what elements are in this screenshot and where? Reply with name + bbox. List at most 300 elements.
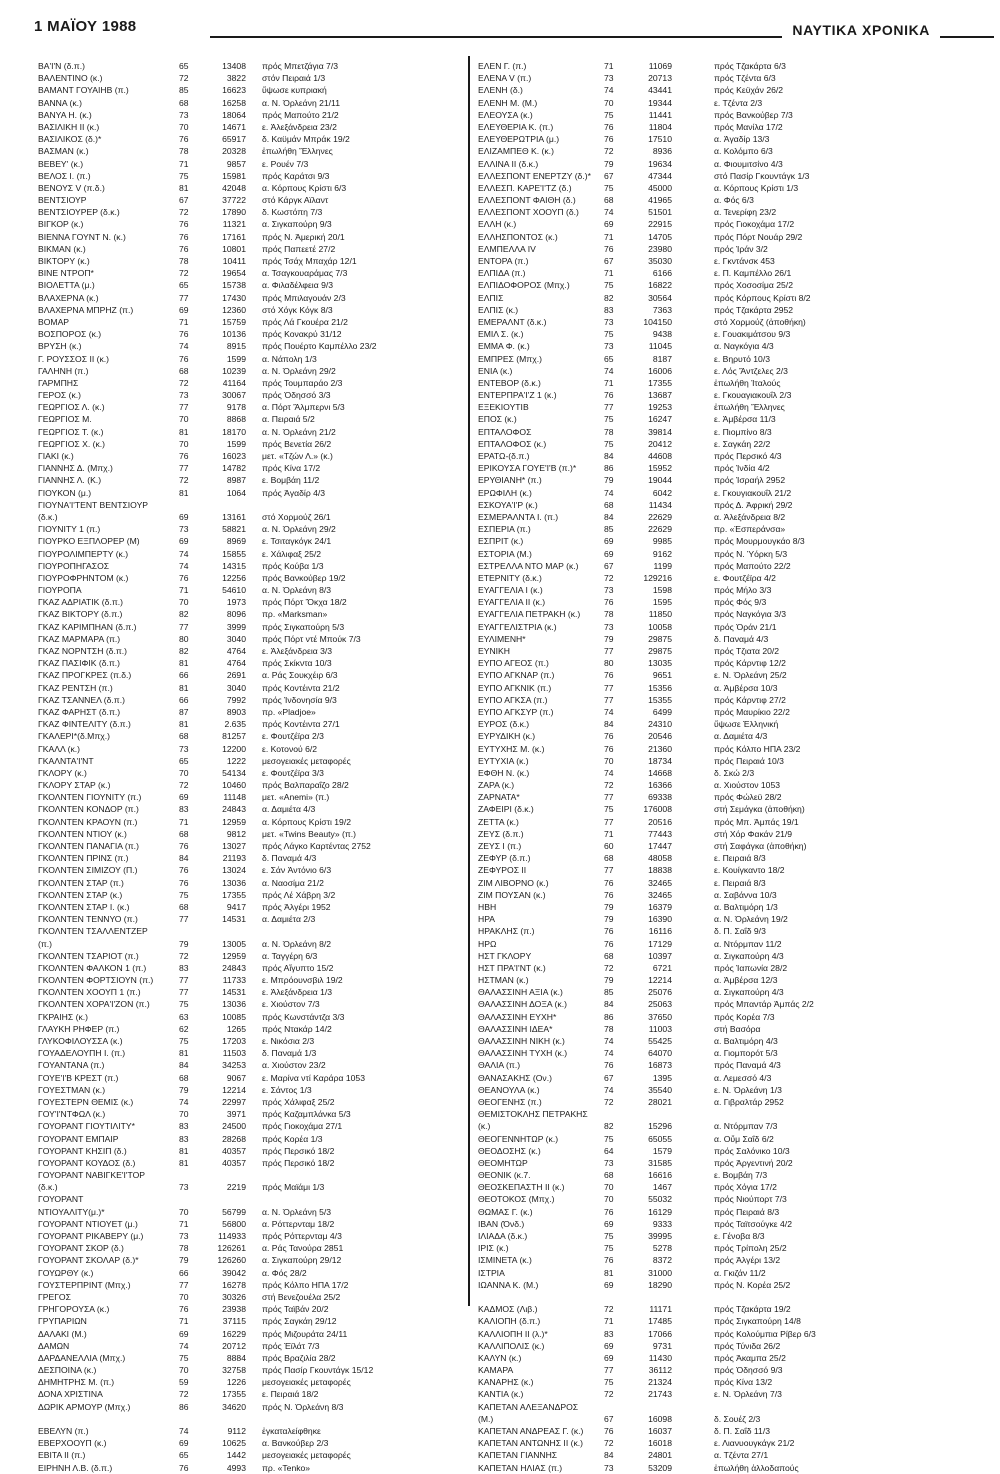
ship-year: 84: [604, 719, 614, 730]
ship-tonnage: 45000: [648, 182, 672, 193]
ship-year: 84: [604, 1450, 614, 1461]
ship-tonnage: 9438: [652, 329, 672, 340]
ship-tonnage: 21743: [648, 1389, 672, 1400]
ship-year: 67: [604, 560, 614, 571]
ship-name: ΘΕΟΜΗΤΩΡ: [478, 1157, 528, 1168]
ship-row: [478, 1120, 870, 1132]
ship-row: [38, 877, 458, 889]
ship-name: ΔΕΣΠΟΙΝΑ (κ.): [38, 1365, 97, 1376]
ship-tonnage: 37115: [222, 1316, 246, 1327]
ship-location: δ. Παναμά 4/3: [714, 633, 769, 644]
ship-row: [38, 560, 458, 572]
ship-name: ΓΟΥ'Ι'ΝΤΦΩΛ (κ.): [38, 1109, 106, 1120]
ship-year: 72: [604, 146, 614, 157]
ship-name: ΒΡΥΣΗ (κ.): [38, 341, 82, 352]
ship-name: ΕΜΠΡΕΣ (Μπχ.): [478, 353, 542, 364]
ship-name: ΘΕΟΣΚΕΠΑΣΤΗ ΙΙ (κ.): [478, 1182, 565, 1193]
ship-tonnage: 9333: [652, 1218, 672, 1229]
ship-name: ΕΝΤΕΒΟΡ (δ.κ.): [478, 377, 541, 388]
ship-tonnage: 9178: [226, 402, 246, 413]
ship-row: [38, 401, 458, 413]
ship-row: [478, 1254, 870, 1266]
ship-row: [38, 1437, 458, 1449]
ship-location: πρός Βανκούβερ 19/2: [262, 572, 346, 583]
ship-name: ΕΛΕΝ Γ. (π.): [478, 61, 527, 71]
ship-row: [38, 1011, 458, 1023]
ship-row: [478, 365, 870, 377]
ship-row: [38, 1108, 458, 1120]
ship-year: 76: [604, 1255, 614, 1266]
ship-location: πρ. «Pladjoe»: [262, 706, 316, 717]
ship-row: [478, 1193, 870, 1205]
ship-row: [478, 60, 870, 72]
ship-row: [478, 1145, 870, 1157]
ship-row: [38, 1206, 458, 1218]
ship-tonnage: 14671: [222, 121, 246, 132]
ship-name: ΘΑΛΑΣΣΙΝΗ ΤΥΧΗ (κ.): [478, 1048, 568, 1059]
ship-tonnage: 20516: [648, 816, 672, 827]
ship-year: 73: [179, 109, 189, 120]
ship-location: πρός Καζαμπλάνκα 5/3: [262, 1109, 351, 1120]
ship-row: [478, 608, 870, 620]
ship-row: [478, 255, 870, 267]
ship-location: α. Πόρτ Ἄλμπερνι 5/3: [262, 402, 345, 413]
ship-name: ΓΚΑΖ ΚΑΡΙΜΠΗΑΝ (δ.π.): [38, 621, 137, 632]
ship-year: 73: [179, 390, 189, 401]
ship-year: 76: [179, 134, 189, 145]
ship-year: 79: [179, 1255, 189, 1266]
ship-tonnage: 16018: [648, 1438, 672, 1449]
ship-name: ΓΟΥΟΡΑΝΤ: [38, 1194, 84, 1205]
ship-location: πρός Ἰαπωνία 28/2: [714, 962, 788, 973]
ship-location: πρός Μπιλαγουάν 2/3: [262, 292, 346, 303]
ship-location: πρός Ὀδησσό 3/3: [262, 390, 331, 401]
ship-location: πρός Τσάχ Μπαχάρ 12/1: [262, 256, 357, 266]
ship-year: 72: [604, 1304, 614, 1315]
ship-row: [38, 426, 458, 438]
ship-tonnage: 58821: [222, 524, 246, 535]
ship-location: πρός Ἐϊλάτ 7/3: [262, 1340, 320, 1351]
ship-tonnage: 17510: [648, 134, 672, 145]
ship-name: ΕΛΠΙΔΟΦΟΡΟΣ (Μπχ.): [478, 280, 570, 291]
ship-location: στή Βασόρα: [714, 1023, 761, 1034]
ship-name: ΕΛΛΕΣΠΟΝΤ ΧΟΟΥΠ (δ.): [478, 207, 579, 218]
ship-row: [38, 462, 458, 474]
ship-year: 84: [604, 511, 614, 522]
ship-year: 74: [604, 706, 614, 717]
ship-year: 78: [604, 426, 614, 437]
ship-year: 69: [604, 1218, 614, 1229]
ship-name: ΗΡΑΚΛΗΣ (π.): [478, 926, 535, 937]
ship-tonnage: 8884: [226, 1352, 246, 1363]
ship-year: 74: [604, 85, 614, 96]
ship-location: πρός Πόρτ Νουάρ 29/2: [714, 231, 803, 242]
ship-name: ΒΑΣΙΛΙΚΗ ΙΙ (κ.): [38, 121, 100, 132]
ship-name: ΓΟΥΕΣΤΜΑΝ (κ.): [38, 1084, 106, 1095]
ship-tonnage: 47344: [648, 170, 672, 181]
ship-row: [478, 1315, 870, 1327]
ship-name: ΙΡΙΣ (κ.): [478, 1243, 509, 1254]
ship-year: 73: [604, 316, 614, 327]
ship-year: 71: [604, 828, 614, 839]
ship-row: [478, 1328, 870, 1340]
ship-name: ΓΚΑΛΕΡΙ*(δ.Μπχ.): [38, 731, 111, 742]
ship-tonnage: 31000: [648, 1267, 672, 1278]
ship-location: ε. Ἀμβέρσα 11/3: [714, 414, 776, 425]
ship-year: 76: [604, 121, 614, 132]
ship-name: ΓΟΥΟΡΑΝΤ ΣΚΟΡ (δ.): [38, 1243, 124, 1254]
ship-year: 70: [604, 755, 614, 766]
ship-tonnage: 15952: [648, 463, 672, 474]
ship-name: ΚΑΠΕΤΑΝ ΑΝΤΩΝΗΣ ΙΙ (κ.): [478, 1438, 584, 1449]
ship-row: [478, 218, 870, 230]
ship-row: [478, 413, 870, 425]
ship-tonnage: 18290: [648, 1279, 672, 1290]
ship-name: ΓΚΟΛΝΤΕΝ ΧΟΡΑ'Ι'ΖΟΝ (π.): [38, 999, 150, 1010]
ship-location: ε. Γκουαγιακουΐλ 2/3: [714, 390, 792, 401]
ship-name: ΚΑΛΛΙΠΟΛΙΣ (κ.): [478, 1340, 545, 1351]
ship-name: ΒΙΝΕ ΝΤΡΟΠ*: [38, 268, 94, 279]
ship-name: ΕΡΥΘΙΑΝΗ* (π.): [478, 475, 542, 486]
ship-location: πρός Βενετία 26/2: [262, 438, 332, 449]
ship-name: ΓΚΟΛΝΤΕΝ ΤΣΑΛΛΕΝΤΖΕΡ: [38, 926, 148, 937]
ship-tonnage: 55032: [648, 1194, 672, 1205]
ship-location: πρός Γιοκοχάμα 27/1: [262, 1121, 343, 1132]
ship-name: ΕΥΝΙΚΗ: [478, 646, 510, 656]
ship-year: 81: [179, 682, 189, 693]
ship-tonnage: 35030: [648, 256, 672, 266]
ship-location: ε. Ἀλεξάνδρεια 23/2: [262, 121, 337, 132]
section-title: ΝΑΥΤΙΚΑ ΧΡΟΝΙΚΑ: [782, 22, 940, 38]
ship-name: ΘΑΛΑΣΣΙΝΗ ΙΔΕΑ*: [478, 1023, 553, 1034]
ship-name: ΓΟΥΑΔΕΛΟΥΠΗ Ι. (π.): [38, 1048, 126, 1059]
ship-tonnage: 10625: [222, 1438, 246, 1449]
ship-year: 77: [179, 292, 189, 303]
ship-row: [478, 950, 870, 962]
ship-tonnage: 7992: [226, 694, 246, 705]
ship-year: 84: [604, 999, 614, 1010]
ship-row: [478, 1303, 870, 1315]
ship-location: πρός Τύνιδα 26/2: [714, 1340, 781, 1351]
ship-row: [478, 377, 870, 389]
ship-name: ΔΗΜΗΤΡΗΣ Μ. (π.): [38, 1377, 115, 1388]
ship-row: [478, 267, 870, 279]
ship-row: [38, 694, 458, 706]
ship-location: πρός Βαλπαραΐζο 28/2: [262, 780, 349, 791]
ship-tonnage: 8915: [226, 341, 246, 352]
ship-row: [38, 767, 458, 779]
ship-row: [38, 499, 458, 511]
ship-location: ε. Βηρυτό 10/3: [714, 353, 770, 364]
ship-location: πρός Παπεετέ 27/2: [262, 243, 336, 254]
ship-name: (δ.κ.): [38, 511, 58, 522]
ship-year: 70: [179, 1206, 189, 1217]
ship-row: [38, 1181, 458, 1193]
ship-year: 72: [179, 73, 189, 84]
ship-location: πρός Φώλεϋ 28/2: [714, 792, 782, 803]
ship-year: 77: [604, 816, 614, 827]
ship-year: 70: [179, 1365, 189, 1376]
ship-row: [38, 840, 458, 852]
ship-location: α. Ἀμβέρσα 12/3: [714, 975, 778, 986]
ship-year: 78: [179, 146, 189, 157]
ship-row: [38, 974, 458, 986]
ship-row: [38, 584, 458, 596]
ship-location: πρός Φός 9/3: [714, 597, 767, 608]
ship-name: ΕΛΕΥΘΕΡΙΑ Κ. (π.): [478, 121, 554, 132]
ship-name: ΕΛΛΕΣΠΟΝΤ ΦΑΙΘΗ (δ.): [478, 195, 576, 206]
ship-name: ΓΟΥΟΡΑΝΤ ΣΚΟΛΑΡ (δ.)*: [38, 1255, 139, 1266]
ship-row: [38, 938, 458, 950]
ship-name: ΓΚΟΛΝΤΕΝ ΣΙΜΙΖΟΥ (Π.): [38, 865, 138, 876]
ship-row: [478, 1388, 870, 1400]
ship-location: α. Λεμεσσό 4/3: [714, 1072, 772, 1083]
ship-tonnage: 23980: [648, 243, 672, 254]
ship-row: [478, 779, 870, 791]
ship-location: α. Κολόμπο 6/3: [714, 146, 773, 157]
ship-location: πρός Ταϊβάν 20/2: [262, 1304, 329, 1315]
ship-year: 76: [604, 597, 614, 608]
ship-tonnage: 1598: [652, 585, 672, 596]
ship-location: ε. Φουτζέϊρα 2/3: [262, 731, 324, 742]
ship-location: ε. Φουτζέϊρα 3/3: [262, 767, 324, 778]
ship-year: 71: [604, 377, 614, 388]
ship-year: 75: [604, 1231, 614, 1241]
ship-name: ΕΥΠΟ ΑΓΚΝΑΡ (π.): [478, 670, 555, 681]
ship-year: 81: [179, 487, 189, 498]
ship-tonnage: 12214: [222, 1084, 246, 1095]
ship-row: [38, 743, 458, 755]
ship-year: 76: [179, 451, 189, 461]
ship-tonnage: 19253: [648, 402, 672, 413]
ship-row: [478, 328, 870, 340]
ship-year: 76: [179, 572, 189, 583]
ship-name: ΕΛΕΟΥΣΑ (κ.): [478, 109, 533, 120]
ship-location: μετ. «Anemi» (π.): [262, 792, 330, 803]
ship-year: 80: [604, 658, 614, 669]
ship-tonnage: 40357: [222, 1157, 246, 1168]
ship-tonnage: 30564: [648, 292, 672, 303]
ship-year: 70: [179, 121, 189, 132]
ship-name: ΔΟΝΑ ΧΡΙΣΤΙΝΑ: [38, 1389, 103, 1400]
ship-tonnage: 20546: [648, 731, 672, 742]
ship-row: [478, 1437, 870, 1449]
ship-name: ΕΜΙΛ Σ. (κ.): [478, 329, 524, 340]
ship-year: 72: [604, 962, 614, 973]
ship-tonnage: 31585: [648, 1157, 672, 1168]
ship-year: 81: [179, 1145, 189, 1156]
ship-location: πρός Πόρτ ντέ Μπούκ 7/3: [262, 633, 361, 644]
ship-name: ΓΟΥΕ'Ι'Β ΚΡΕΣΤ (π.): [38, 1072, 119, 1083]
ship-row: [478, 535, 870, 547]
ship-row: [38, 1401, 458, 1413]
ship-location: πρός Ναγκόγια 3/3: [714, 609, 787, 620]
ship-year: 76: [179, 841, 189, 851]
ship-location: πρός Ἀγαδίρ 4/3: [262, 487, 326, 498]
ship-location: ε. Φουτζέϊρα 4/2: [714, 572, 776, 583]
ship-row: [478, 1181, 870, 1193]
ship-year: 74: [179, 560, 189, 571]
ship-location: α. Χιούστον 23/2: [262, 1060, 326, 1071]
ship-location: α. Δαμιέτα 4/3: [714, 731, 768, 742]
ship-tonnage: 10801: [222, 243, 246, 254]
ship-tonnage: 17485: [648, 1316, 672, 1327]
ship-location: πρός Κοντέιντα 21/2: [262, 682, 340, 693]
ship-tonnage: 16258: [222, 97, 246, 108]
ship-row: [38, 1193, 458, 1205]
ship-tonnage: 14782: [222, 463, 246, 474]
ship-name: ΒΕΝΟΥΣ V (π.δ.): [38, 182, 105, 193]
ship-name: ΕΥΛΙΜΕΝΗ*: [478, 633, 526, 644]
ship-tonnage: 12214: [648, 975, 672, 986]
ship-name: ΓΚΑΖ ΦΙΝΤΕΛΙΤΥ (δ.π.): [38, 719, 131, 730]
ship-name: ΘΕΑΝΟΥΛΑ (κ.): [478, 1084, 540, 1095]
ship-location: α. Κόρπους Κρίστι 1/3: [714, 182, 799, 193]
section-gap: [38, 1413, 458, 1425]
ship-row: [38, 548, 458, 560]
ship-list-left-column: [38, 60, 458, 1474]
ship-name: ΘΑΛΑΣΣΙΝΗ ΝΙΚΗ (κ.): [478, 1036, 565, 1046]
ship-row: [38, 389, 458, 401]
ship-name: ΓΚΑΖ ΑΔΡΙΑΤΙΚ (δ.π.): [38, 597, 124, 608]
ship-row: [38, 864, 458, 876]
ship-name: ΖΑΡΝΑΤΑ*: [478, 792, 520, 803]
ship-name: ΕΛΛΗ (κ.): [478, 219, 517, 230]
ship-year: 69: [179, 511, 189, 522]
ship-row: [478, 206, 870, 218]
ship-year: 69: [604, 536, 614, 547]
ship-row: [38, 779, 458, 791]
ship-location: α. Τζέντα 27/1: [714, 1450, 769, 1461]
ship-row: [478, 1462, 870, 1474]
ship-year: 69: [179, 536, 189, 547]
ship-year: 65: [179, 1450, 189, 1461]
ship-tonnage: 18838: [648, 865, 672, 876]
ship-row: [38, 438, 458, 450]
ship-name: ΙΛΙΑΔΑ (δ.κ.): [478, 1231, 528, 1241]
ship-tonnage: 17129: [648, 938, 672, 949]
ship-tonnage: 1595: [652, 597, 672, 608]
ship-name: ΕΛΠΙΣ (κ.): [478, 304, 519, 315]
ship-name: ΒΕΝΤΣΙΟΥΡ: [38, 195, 87, 206]
ship-name: ΕΣΤΟΡΙΑ (Μ.): [478, 548, 532, 559]
ship-name: ΕΡΩΦΙΛΗ (κ.): [478, 487, 532, 498]
ship-name: ΒΙΚΜΑΝ (κ.): [38, 243, 86, 254]
ship-tonnage: 2219: [226, 1182, 246, 1193]
ship-location: α. Χιούστον 1053: [714, 780, 781, 791]
ship-tonnage: 4764: [226, 658, 246, 669]
ship-name: ΕΠΤΑΛΟΦΟΣ: [478, 426, 532, 437]
ship-location: α. Ἀγαδίρ 13/3: [714, 134, 770, 145]
ship-year: 79: [604, 901, 614, 912]
ship-year: 77: [604, 1365, 614, 1376]
ship-row: [478, 1340, 870, 1352]
ship-tonnage: 20713: [648, 73, 672, 84]
ship-tonnage: 23938: [222, 1304, 246, 1315]
ship-year: 72: [179, 475, 189, 486]
ship-name: ΚΑΛΙΟΠΗ (δ.π.): [478, 1316, 541, 1327]
ship-location: ε. Κουίγκαντο 18/2: [714, 865, 785, 876]
ship-location: πρός Πειραιά 10/3: [714, 755, 784, 766]
ship-year: 84: [604, 451, 614, 461]
ship-row: [478, 438, 870, 450]
ship-tonnage: 13027: [222, 841, 246, 851]
ship-name: ΓΟΥΟΡΑΝΤ ΕΜΠΑΙΡ: [38, 1133, 119, 1144]
ship-tonnage: 1579: [652, 1145, 672, 1156]
ship-year: 76: [179, 231, 189, 242]
ship-location: πρός Λάγκο Καρτέντας 2752: [262, 841, 371, 851]
ship-year: 69: [179, 304, 189, 315]
ship-tonnage: 55425: [648, 1036, 672, 1046]
ship-row: [478, 523, 870, 535]
ship-location: πρός Σιγκαπούρη 14/8: [714, 1316, 801, 1327]
ship-row: [478, 657, 870, 669]
ship-row: [478, 572, 870, 584]
ship-year: 70: [179, 767, 189, 778]
ship-row: [478, 645, 870, 657]
ship-name: ΒΑΝΥΑ Η. (κ.): [38, 109, 92, 120]
ship-name: ΕΥΠΟ ΑΓΚΣΑ (π.): [478, 694, 548, 705]
ship-location: στό Πασίρ Γκουντάγκ 1/3: [714, 170, 810, 181]
ship-tonnage: 81257: [222, 731, 246, 742]
ship-name: ΓΙΟΥΡΟΛΙΜΠΕΡΤΥ (κ.): [38, 548, 129, 559]
ship-row: [478, 1023, 870, 1035]
ship-name: ΝΤΙΟΥΑΛΙΤΥ(μ.)*: [38, 1206, 105, 1217]
ship-name: ΔΑΜΩΝ: [38, 1340, 70, 1351]
ship-name: ΔΑΛΑΚΙ (Μ.): [38, 1328, 87, 1339]
ship-tonnage: 1442: [226, 1450, 246, 1461]
ship-location: πρός Χόγια 17/2: [714, 1182, 777, 1193]
ship-year: 72: [604, 1438, 614, 1449]
ship-year: 79: [604, 975, 614, 986]
ship-tonnage: 11171: [649, 1304, 672, 1315]
ship-row: [478, 1376, 870, 1388]
ship-row: [38, 194, 458, 206]
ship-location: α. Γκιζάν 11/2: [714, 1267, 766, 1278]
ship-name: ΓΚΡΑΙΗΣ (κ.): [38, 1011, 88, 1022]
ship-name: ΕΥΡΥΔΙΚΗ (κ.): [478, 731, 536, 742]
ship-location: στή Βενεζουέλα 25/2: [262, 1291, 341, 1302]
ship-row: [478, 1364, 870, 1376]
ship-year: 76: [604, 889, 614, 900]
ship-location: πρός Κούβα 1/3: [262, 560, 324, 571]
ship-tonnage: 11733: [222, 975, 246, 986]
ship-year: 74: [604, 1048, 614, 1059]
ship-name: ΘΕΟΝΙΚ (κ.7.: [478, 1170, 531, 1181]
ship-location: ε. Γουακιμάτσου 9/3: [714, 329, 791, 340]
ship-row: [38, 243, 458, 255]
ship-year: 77: [179, 987, 189, 998]
ship-name: ΓΙΟΥΡΚΟ ΕΞΠΛΟΡΕΡ (Μ): [38, 536, 140, 547]
ship-name: ΓΚΟΛΝΤΕΝ ΝΤΙΟΥ (κ.): [38, 828, 127, 839]
ship-location: πρός Τζιατα 20/2: [714, 646, 780, 656]
ship-location: ἐπωλήθη Ἰταλούς: [714, 377, 781, 388]
ship-year: 86: [604, 463, 614, 474]
ship-year: 75: [604, 1133, 614, 1144]
ship-name: ΚΑΠΕΤΑΝ ΗΛΙΑΣ (π.): [478, 1462, 563, 1473]
ship-tonnage: 16623: [222, 85, 246, 96]
ship-year: 77: [604, 792, 614, 803]
ship-year: 72: [179, 377, 189, 388]
ship-row: [38, 1352, 458, 1364]
ship-row: [478, 194, 870, 206]
ship-name: ΒΙΚΤΟΡΥ (κ.): [38, 256, 90, 266]
ship-tonnage: 4993: [226, 1462, 246, 1473]
ship-tonnage: 1265: [226, 1023, 246, 1034]
ship-tonnage: 17355: [222, 889, 246, 900]
ship-tonnage: 16229: [222, 1328, 246, 1339]
ship-row: [478, 938, 870, 950]
